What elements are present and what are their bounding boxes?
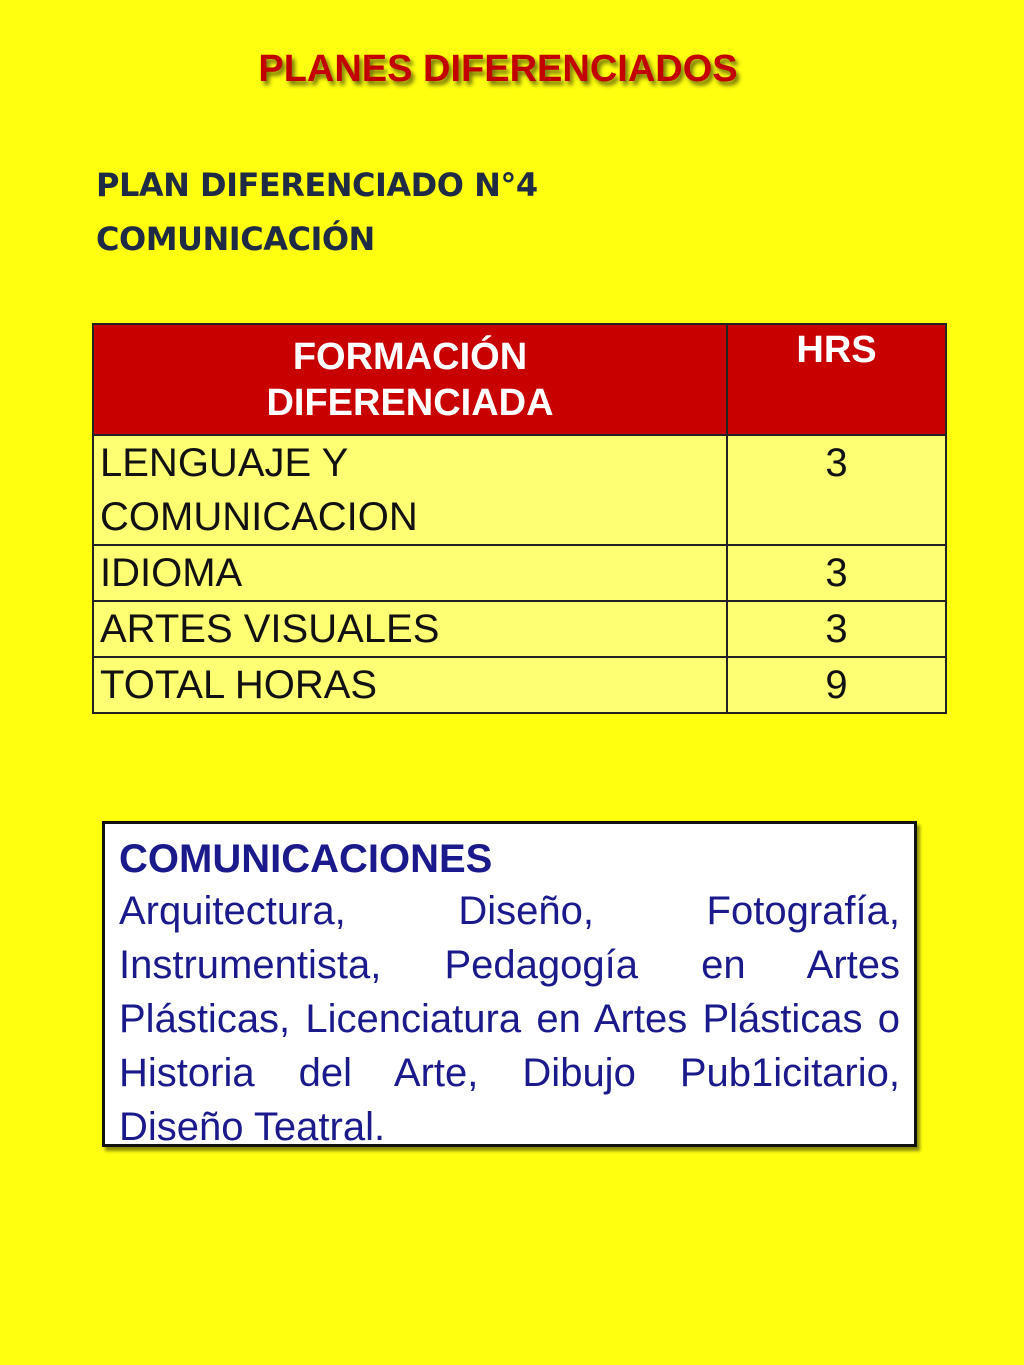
header-subject-line2: DIFERENCIADA xyxy=(266,381,554,424)
header-subject xyxy=(93,324,727,435)
row-subject-line2: COMUNICACION xyxy=(100,495,418,539)
row-hours: 3 xyxy=(727,435,946,545)
table-header-row xyxy=(93,324,946,435)
header-subject-line1: FORMACIÓN xyxy=(292,335,528,378)
row-subject-line1: LENGUAJE Y xyxy=(100,441,349,485)
row-subject: IDIOMA xyxy=(93,545,727,601)
plan-table xyxy=(92,323,947,714)
row-hours: 3 xyxy=(727,601,946,657)
table-row xyxy=(93,435,946,545)
row-hours: 3 xyxy=(727,545,946,601)
careers-title: COMUNICACIONES xyxy=(119,837,493,881)
plan-area: COMUNICACIÓN xyxy=(96,220,375,258)
page-title: PLANES DIFERENCIADOS xyxy=(258,48,738,90)
row-hours: 9 xyxy=(727,657,946,713)
row-subject: ARTES VISUALES xyxy=(93,601,727,657)
row-subject xyxy=(93,435,727,545)
careers-text: Arquitectura, Diseño, Fotografía, Instrumentista, Pedagogía en Artes Plásticas, Licenciatura en Artes Plásticas o Historia del Arte, Dibujo Pub1icitario, Diseño Teatral. xyxy=(119,889,900,1149)
careers-box xyxy=(102,821,917,1147)
plan-subtitle: PLAN DIFERENCIADO N°4 xyxy=(96,166,538,204)
table-row xyxy=(93,601,946,657)
table-row xyxy=(93,657,946,713)
row-subject: TOTAL HORAS xyxy=(93,657,727,713)
table-row xyxy=(93,545,946,601)
header-hours: HRS xyxy=(727,324,946,435)
